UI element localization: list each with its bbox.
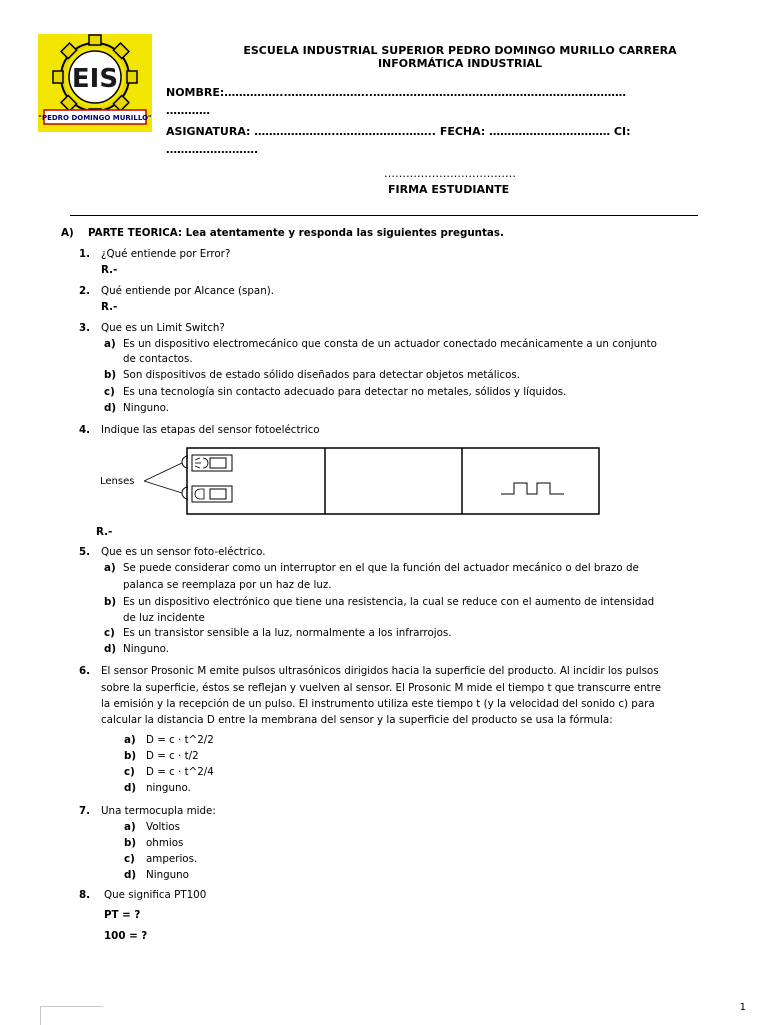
q7-option-letter: d) [124,869,137,881]
q8-text: Que significa PT100 [104,889,207,901]
q6-text-line: calcular la distancia D entre la membrana del sensor y la superficie del producto se usa la fórmula: [101,714,613,726]
logo-ribbon-text: "PEDRO DOMINGO MURILLO" [38,114,152,122]
school-name: ESCUELA INDUSTRIAL SUPERIOR PEDRO DOMINGO MURILLO CARRERA [243,44,677,57]
q6-text-line: la emisión y la recepción de un pulso. El instrumento utiliza este tiempo t (y la velocidad del sonido c) para [101,698,655,710]
q3-text: Que es un Limit Switch? [101,322,225,334]
q3-option-letter: a) [104,338,116,350]
section-title: PARTE TEORICA: Lea atentamente y responda las siguientes preguntas. [88,227,504,239]
q3-option-letter: c) [104,386,115,398]
q3-option-letter: d) [104,402,117,414]
q2-number: 2. [79,285,91,297]
photoelectric-sensor-diagram [96,446,606,516]
q1-number: 1. [79,248,91,260]
q1-answer-label: R.- [101,264,118,276]
q5-option-text: Es un transistor sensible a la luz, normalmente a los infrarrojos. [123,627,452,639]
q3-option-letter: b) [104,369,117,381]
q5-option-letter: b) [104,596,117,608]
page-number: 1 [739,1002,746,1013]
q7-option-text: Voltios [146,821,180,833]
q6-number: 6. [79,665,91,677]
q6-option-text: ninguno. [146,782,191,794]
q1-text: ¿Qué entiende por Error? [101,248,231,260]
q8-number: 8. [79,889,91,901]
q3-option-text: Ninguno. [123,402,170,414]
q3-option-text: Es una tecnología sin contacto adecuado para detectar no metales, sólidos y líquidos. [123,386,567,398]
q3-option-text: Son dispositivos de estado sólido diseñados para detectar objetos metálicos. [123,369,521,381]
q2-answer-label: R.- [101,301,118,313]
q8-pt-blank: PT = ? [104,909,141,921]
q6-text-line: sobre la superficie, éstos se reflejan y vuelven al sensor. El Prosonic M mide el tiempo t que transcurre entre [101,682,662,694]
nombre-field: NOMBRE:……………..…………………..…………………………………………………………… [166,86,626,99]
q6-option-text: D = c · t/2 [146,750,199,762]
q7-option-text: ohmios [146,837,184,849]
q7-text: Una termocupla mide: [101,805,216,817]
q2-text: Qué entiende por Alcance (span). [101,285,275,297]
q3-option-text: Es un dispositivo electromecánico que consta de un actuador conectado mecánicamente a un conjunto [123,338,657,350]
q4-answer-label: R.- [96,526,113,538]
q8-100-blank: 100 = ? [104,930,148,942]
header-divider [70,215,698,216]
q6-option-letter: b) [124,750,137,762]
q5-option-text: Se puede considerar como un interruptor en el que la función del actuador mecánico o del brazo de [123,562,639,574]
q3-option-text-cont: de contactos. [123,353,193,365]
q5-text: Que es un sensor foto-eléctrico. [101,546,266,558]
q7-option-text: amperios. [146,853,198,865]
career-name: INFORMÁTICA INDUSTRIAL [377,57,543,70]
q5-option-letter: d) [104,643,117,655]
signature-line: ……………………………… [384,167,516,180]
q7-option-text: Ninguno [146,869,189,881]
q5-option-letter: c) [104,627,115,639]
q7-option-letter: b) [124,837,137,849]
q5-option-text-cont: de luz incidente [123,612,205,624]
q7-option-letter: a) [124,821,136,833]
q3-number: 3. [79,322,91,334]
q6-option-letter: d) [124,782,137,794]
logo-text: EIS [71,64,119,94]
q5-option-letter: a) [104,562,116,574]
q7-option-letter: c) [124,853,135,865]
q6-option-letter: a) [124,734,136,746]
school-logo [38,34,152,132]
footer-corner-mark [40,1006,103,1025]
q6-option-text: D = c · t^2/2 [146,734,214,746]
q6-option-text: D = c · t^2/4 [146,766,214,778]
q4-number: 4. [79,424,91,436]
q6-option-letter: c) [124,766,135,778]
nombre-field-cont: ………… [166,104,210,117]
q5-option-text-cont: palanca se reemplaza por un haz de luz. [123,579,332,591]
q6-text-line: El sensor Prosonic M emite pulsos ultrasónicos dirigidos hacia la superficie del producto. Al incidir los pulsos [101,665,659,677]
lenses-label: Lenses [100,476,135,487]
q5-option-text: Ninguno. [123,643,170,655]
q5-option-text: Es un dispositivo electrónico que tiene una resistencia, la cual se reduce con el aumento de intensidad [123,596,655,608]
ci-field-cont: ……………………. [166,143,259,156]
q5-number: 5. [79,546,91,558]
signature-label: FIRMA ESTUDIANTE [388,183,510,196]
asignatura-fecha-ci-field: ASIGNATURA: ………………….……………….…….. FECHA: …………………………… CI: [166,125,631,138]
q7-number: 7. [79,805,91,817]
q4-text: Indique las etapas del sensor fotoeléctrico [101,424,320,436]
section-letter: A) [61,227,74,239]
